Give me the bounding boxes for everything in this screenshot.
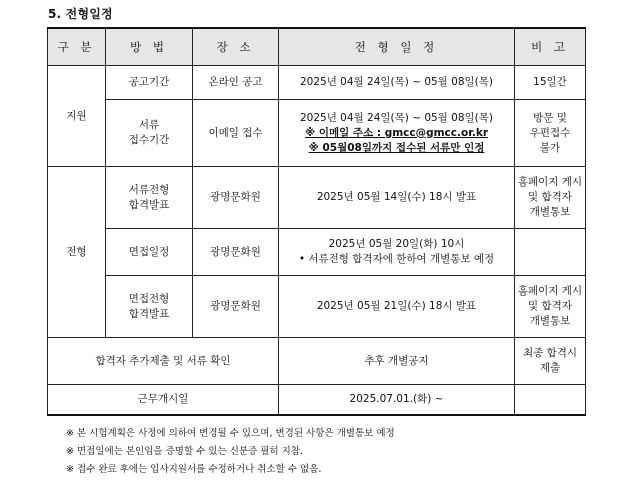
schedule-cell: 2025.07.01.(화) ~ xyxy=(279,385,515,415)
remarks-line: 홈페이지 게시 xyxy=(517,176,583,188)
notes-list xyxy=(66,425,395,479)
method-cell xyxy=(106,276,193,338)
email-address-note: ※ 이메일 주소 : gmcc@gmcc.or.kr xyxy=(304,126,489,139)
table-row xyxy=(48,167,586,229)
method-cell: 면접일정 xyxy=(106,229,193,276)
table-row xyxy=(48,385,586,415)
remarks-cell xyxy=(515,100,586,167)
method-line: 서류전형 xyxy=(128,183,170,196)
table-row xyxy=(48,100,586,167)
group-apply: 지원 xyxy=(48,66,106,167)
place-cell: 이메일 접수 xyxy=(193,100,279,167)
place-cell: 광명문화원 xyxy=(193,167,279,229)
extra-docs-label: 합격자 추가제출 및 서류 확인 xyxy=(48,338,279,385)
header-schedule: 전 형 일 정 xyxy=(279,28,515,66)
method-cell xyxy=(106,100,193,167)
remarks-cell xyxy=(515,276,586,338)
schedule-cell: 2025년 05월 14일(수) 18시 발표 xyxy=(279,167,515,229)
schedule-table xyxy=(47,27,586,416)
method-line: 서류 xyxy=(138,119,160,131)
header-category: 구 분 xyxy=(48,28,106,66)
table-row xyxy=(48,229,586,276)
note-item: ※ 접수 완료 후에는 입사지원서를 수정하거나 취소할 수 없음. xyxy=(66,464,322,475)
schedule-line: 2025년 05월 20일(화) 10시 xyxy=(328,238,465,250)
header-remarks: 비 고 xyxy=(515,28,586,66)
remarks-cell xyxy=(515,385,586,415)
schedule-cell: 2025년 04월 24일(목) ~ 05월 08일(목) xyxy=(279,66,515,100)
table-row xyxy=(48,66,586,100)
remarks-line: 및 합격자 xyxy=(528,300,572,312)
header-place: 장 소 xyxy=(193,28,279,66)
schedule-cell: 2025년 05월 21일(수) 18시 발표 xyxy=(279,276,515,338)
schedule-cell xyxy=(279,100,515,167)
note-item: ※ 본 시험계획은 사정에 의하여 변경될 수 있으며, 변경된 사항은 개별통보 예정 xyxy=(66,428,395,439)
method-line: 접수기간 xyxy=(128,134,170,146)
deadline-note: ※ 05월08일까지 접수된 서류만 인정 xyxy=(308,141,485,154)
table-row xyxy=(48,338,586,385)
schedule-line: 2025년 04월 24일(목) ~ 05월 08일(목) xyxy=(299,111,494,124)
schedule-cell xyxy=(279,229,515,276)
group-screening: 전형 xyxy=(48,167,106,338)
method-cell: 공고기간 xyxy=(106,66,193,100)
method-cell xyxy=(106,167,193,229)
place-cell: 광명문화원 xyxy=(193,229,279,276)
header-row xyxy=(48,28,586,66)
schedule-cell: 추후 개별공지 xyxy=(279,338,515,385)
remarks-line: 방문 및 xyxy=(533,111,567,124)
remarks-line: 우편접수 xyxy=(529,126,571,139)
interview-note: • 서류전형 합격자에 한하여 개별통보 예정 xyxy=(298,253,495,265)
note-item: ※ 면접일에는 본인임을 증명할 수 있는 신분증 필히 지참. xyxy=(66,446,304,457)
remarks-line: 및 합격자 xyxy=(528,191,572,203)
remarks-line: 개별통보 xyxy=(529,315,571,327)
remarks-line: 홈페이지 게시 xyxy=(517,285,583,297)
remarks-cell xyxy=(515,229,586,276)
remarks-line: 개별통보 xyxy=(529,206,571,218)
start-date-label: 근무개시일 xyxy=(48,385,279,415)
method-line: 합격발표 xyxy=(128,307,170,320)
remarks-cell xyxy=(515,338,586,385)
remarks-cell xyxy=(515,167,586,229)
method-line: 합격발표 xyxy=(128,198,170,211)
header-method: 방 법 xyxy=(106,28,193,66)
remarks-line: 제출 xyxy=(539,362,561,374)
place-cell: 광명문화원 xyxy=(193,276,279,338)
table-row xyxy=(48,276,586,338)
section-title: 5. 전형일정 xyxy=(48,7,113,21)
remarks-line: 최종 합격시 xyxy=(522,347,578,359)
method-line: 면접전형 xyxy=(128,292,170,305)
remarks-line: 불가 xyxy=(539,141,561,154)
remarks-cell: 15일간 xyxy=(515,66,586,100)
place-cell: 온라인 공고 xyxy=(193,66,279,100)
